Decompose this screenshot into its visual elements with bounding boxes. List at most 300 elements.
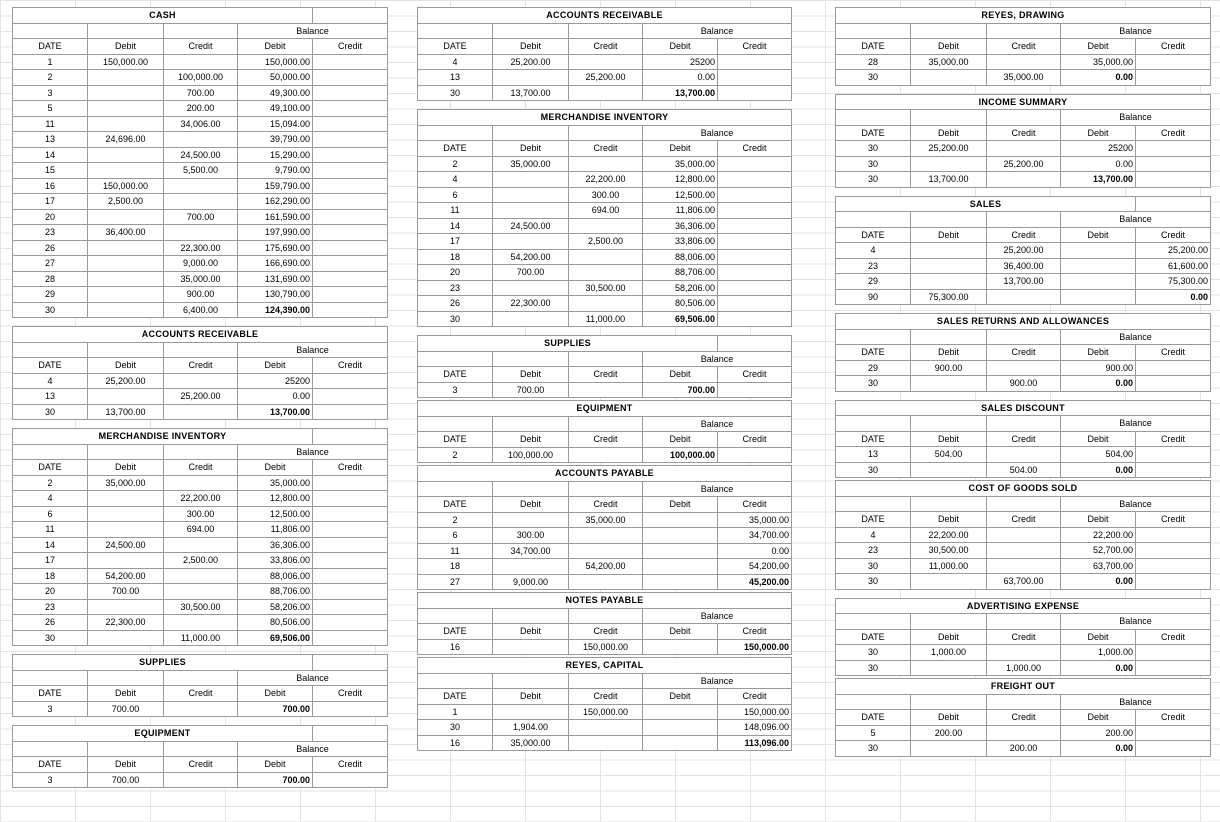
empty-cell[interactable] (718, 336, 792, 352)
balance-debit[interactable]: 12,800.00 (238, 491, 313, 507)
empty-cell[interactable] (313, 429, 388, 445)
entry-credit[interactable]: 700.00 (164, 85, 238, 101)
balance-credit[interactable] (313, 85, 388, 101)
balance-credit[interactable] (1136, 741, 1211, 757)
balance-debit[interactable] (1061, 289, 1136, 305)
entry-credit[interactable] (569, 574, 643, 590)
empty-cell[interactable] (987, 110, 1061, 126)
entry-date[interactable]: 2 (13, 475, 88, 491)
balance-debit[interactable] (643, 512, 718, 528)
entry-credit[interactable] (987, 527, 1061, 543)
balance-debit[interactable]: 131,690.00 (238, 271, 313, 287)
balance-credit[interactable] (313, 240, 388, 256)
entry-debit[interactable] (88, 302, 164, 318)
entry-debit[interactable]: 1,904.00 (493, 720, 569, 736)
entry-date[interactable]: 20 (418, 265, 493, 281)
entry-debit[interactable] (88, 116, 164, 132)
entry-date[interactable]: 30 (418, 720, 493, 736)
entry-credit[interactable] (164, 568, 238, 584)
entry-debit[interactable] (911, 741, 987, 757)
balance-credit[interactable] (718, 280, 792, 296)
empty-cell[interactable] (88, 741, 164, 757)
entry-date[interactable]: 13 (13, 132, 88, 148)
empty-cell[interactable] (13, 741, 88, 757)
balance-credit[interactable] (313, 54, 388, 70)
entry-debit[interactable] (493, 639, 569, 655)
entry-date[interactable]: 4 (13, 491, 88, 507)
empty-cell[interactable] (569, 125, 643, 141)
balance-credit[interactable]: 0.00 (1136, 289, 1211, 305)
empty-cell[interactable] (569, 416, 643, 432)
empty-cell[interactable] (164, 23, 238, 39)
entry-debit[interactable]: 2,500.00 (88, 194, 164, 210)
entry-date[interactable]: 30 (836, 660, 911, 676)
entry-debit[interactable] (911, 660, 987, 676)
empty-cell[interactable] (493, 481, 569, 497)
entry-credit[interactable]: 30,500.00 (164, 599, 238, 615)
balance-credit[interactable] (1136, 543, 1211, 559)
entry-date[interactable]: 2 (13, 70, 88, 86)
balance-credit[interactable] (313, 630, 388, 646)
empty-cell[interactable] (836, 110, 911, 126)
balance-debit[interactable]: 49,100.00 (238, 101, 313, 117)
entry-date[interactable]: 3 (418, 382, 493, 398)
balance-debit[interactable]: 13,700.00 (238, 404, 313, 420)
balance-credit[interactable]: 150,000.00 (718, 639, 792, 655)
empty-cell[interactable] (987, 614, 1061, 630)
entry-date[interactable]: 6 (418, 187, 493, 203)
entry-date[interactable]: 30 (13, 302, 88, 318)
entry-debit[interactable]: 300.00 (493, 528, 569, 544)
entry-date[interactable]: 23 (418, 280, 493, 296)
entry-credit[interactable] (569, 382, 643, 398)
empty-cell[interactable] (88, 670, 164, 686)
empty-cell[interactable] (836, 23, 911, 39)
balance-debit[interactable]: 50,000.00 (238, 70, 313, 86)
balance-credit[interactable] (1136, 156, 1211, 172)
balance-credit[interactable] (313, 475, 388, 491)
empty-cell[interactable] (569, 23, 643, 39)
balance-credit[interactable]: 148,096.00 (718, 720, 792, 736)
entry-date[interactable]: 27 (418, 574, 493, 590)
entry-debit[interactable] (493, 70, 569, 86)
entry-date[interactable]: 30 (836, 574, 911, 590)
entry-debit[interactable] (88, 163, 164, 179)
entry-date[interactable]: 11 (13, 522, 88, 538)
balance-credit[interactable] (718, 172, 792, 188)
entry-date[interactable]: 16 (418, 735, 493, 751)
entry-date[interactable]: 6 (13, 506, 88, 522)
entry-debit[interactable]: 24,696.00 (88, 132, 164, 148)
balance-credit[interactable] (313, 506, 388, 522)
balance-debit[interactable]: 12,500.00 (238, 506, 313, 522)
empty-cell[interactable] (313, 726, 388, 742)
entry-debit[interactable]: 35,000.00 (493, 735, 569, 751)
entry-date[interactable]: 17 (13, 553, 88, 569)
empty-cell[interactable] (418, 416, 493, 432)
entry-date[interactable]: 5 (13, 101, 88, 117)
entry-credit[interactable] (987, 360, 1061, 376)
entry-date[interactable]: 30 (836, 70, 911, 86)
entry-credit[interactable]: 11,000.00 (164, 630, 238, 646)
entry-date[interactable]: 20 (13, 584, 88, 600)
balance-credit[interactable] (718, 382, 792, 398)
balance-debit[interactable]: 33,806.00 (643, 234, 718, 250)
balance-debit[interactable]: 69,506.00 (238, 630, 313, 646)
entry-credit[interactable] (164, 615, 238, 631)
balance-debit[interactable]: 11,806.00 (238, 522, 313, 538)
entry-credit[interactable]: 24,500.00 (164, 147, 238, 163)
entry-credit[interactable] (987, 558, 1061, 574)
entry-debit[interactable]: 11,000.00 (911, 558, 987, 574)
balance-credit[interactable] (1136, 574, 1211, 590)
entry-debit[interactable] (493, 512, 569, 528)
balance-credit[interactable] (718, 249, 792, 265)
balance-debit[interactable]: 80,506.00 (643, 296, 718, 312)
entry-debit[interactable] (911, 156, 987, 172)
entry-date[interactable]: 16 (13, 178, 88, 194)
balance-credit[interactable] (718, 70, 792, 86)
balance-debit[interactable]: 1,000.00 (1061, 645, 1136, 661)
entry-date[interactable]: 17 (418, 234, 493, 250)
entry-debit[interactable] (911, 243, 987, 259)
empty-cell[interactable] (569, 608, 643, 624)
entry-credit[interactable]: 9,000.00 (164, 256, 238, 272)
balance-debit[interactable]: 35,000.00 (643, 156, 718, 172)
entry-debit[interactable] (88, 147, 164, 163)
entry-date[interactable]: 3 (13, 85, 88, 101)
entry-credit[interactable]: 694.00 (569, 203, 643, 219)
entry-credit[interactable] (164, 132, 238, 148)
empty-cell[interactable] (836, 416, 911, 432)
entry-debit[interactable]: 150,000.00 (88, 54, 164, 70)
entry-credit[interactable] (164, 225, 238, 241)
empty-cell[interactable] (836, 496, 911, 512)
balance-credit[interactable] (313, 287, 388, 303)
balance-debit[interactable]: 88,706.00 (643, 265, 718, 281)
empty-cell[interactable] (569, 481, 643, 497)
entry-credit[interactable]: 25,200.00 (987, 243, 1061, 259)
entry-credit[interactable] (569, 447, 643, 463)
empty-cell[interactable] (987, 23, 1061, 39)
balance-debit[interactable] (643, 735, 718, 751)
entry-debit[interactable]: 13,700.00 (88, 404, 164, 420)
empty-cell[interactable] (164, 444, 238, 460)
entry-date[interactable]: 4 (418, 54, 493, 70)
entry-date[interactable]: 2 (418, 447, 493, 463)
balance-debit[interactable] (643, 574, 718, 590)
entry-date[interactable]: 23 (836, 543, 911, 559)
entry-date[interactable]: 30 (418, 85, 493, 101)
balance-credit[interactable]: 45,200.00 (718, 574, 792, 590)
balance-credit[interactable]: 35,000.00 (718, 512, 792, 528)
balance-credit[interactable] (313, 101, 388, 117)
entry-credit[interactable] (987, 54, 1061, 70)
entry-credit[interactable]: 2,500.00 (164, 553, 238, 569)
balance-debit[interactable]: 700.00 (643, 382, 718, 398)
balance-debit[interactable] (1061, 258, 1136, 274)
entry-debit[interactable] (911, 462, 987, 478)
entry-debit[interactable] (88, 491, 164, 507)
entry-debit[interactable]: 34,700.00 (493, 543, 569, 559)
balance-debit[interactable]: 58,206.00 (238, 599, 313, 615)
empty-cell[interactable] (911, 329, 987, 345)
entry-credit[interactable] (164, 373, 238, 389)
balance-debit[interactable]: 0.00 (1061, 70, 1136, 86)
entry-debit[interactable]: 13,700.00 (911, 172, 987, 188)
balance-credit[interactable] (313, 491, 388, 507)
empty-cell[interactable] (836, 212, 911, 228)
entry-credit[interactable]: 22,300.00 (164, 240, 238, 256)
entry-date[interactable]: 30 (836, 741, 911, 757)
balance-credit[interactable] (1136, 725, 1211, 741)
entry-debit[interactable]: 24,500.00 (493, 218, 569, 234)
entry-credit[interactable]: 25,200.00 (164, 389, 238, 405)
entry-date[interactable]: 29 (13, 287, 88, 303)
entry-debit[interactable] (493, 559, 569, 575)
entry-debit[interactable]: 100,000.00 (493, 447, 569, 463)
entry-credit[interactable] (164, 404, 238, 420)
balance-debit[interactable]: 15,290.00 (238, 147, 313, 163)
balance-credit[interactable] (313, 225, 388, 241)
entry-date[interactable]: 30 (836, 645, 911, 661)
balance-debit[interactable]: 35,000.00 (1061, 54, 1136, 70)
entry-date[interactable]: 2 (418, 512, 493, 528)
entry-date[interactable]: 11 (418, 543, 493, 559)
entry-debit[interactable]: 22,200.00 (911, 527, 987, 543)
balance-debit[interactable]: 900.00 (1061, 360, 1136, 376)
empty-cell[interactable] (911, 212, 987, 228)
empty-cell[interactable] (987, 212, 1061, 228)
balance-debit[interactable]: 58,206.00 (643, 280, 718, 296)
balance-debit[interactable]: 197,990.00 (238, 225, 313, 241)
balance-credit[interactable] (313, 178, 388, 194)
entry-credit[interactable]: 200.00 (164, 101, 238, 117)
balance-credit[interactable]: 113,096.00 (718, 735, 792, 751)
balance-credit[interactable] (313, 302, 388, 318)
entry-debit[interactable]: 700.00 (493, 382, 569, 398)
balance-debit[interactable]: 0.00 (1061, 156, 1136, 172)
empty-cell[interactable] (493, 608, 569, 624)
entry-date[interactable]: 29 (836, 274, 911, 290)
entry-debit[interactable]: 150,000.00 (88, 178, 164, 194)
balance-credit[interactable] (313, 568, 388, 584)
entry-credit[interactable] (569, 528, 643, 544)
entry-date[interactable]: 17 (13, 194, 88, 210)
balance-credit[interactable]: 75,300.00 (1136, 274, 1211, 290)
balance-debit[interactable]: 33,806.00 (238, 553, 313, 569)
balance-credit[interactable] (313, 271, 388, 287)
entry-date[interactable]: 30 (836, 172, 911, 188)
entry-date[interactable]: 27 (13, 256, 88, 272)
empty-cell[interactable] (493, 351, 569, 367)
entry-debit[interactable] (911, 574, 987, 590)
balance-debit[interactable]: 161,590.00 (238, 209, 313, 225)
entry-date[interactable]: 15 (13, 163, 88, 179)
entry-credit[interactable]: 300.00 (569, 187, 643, 203)
entry-debit[interactable]: 35,000.00 (493, 156, 569, 172)
entry-debit[interactable] (911, 274, 987, 290)
empty-cell[interactable] (987, 416, 1061, 432)
entry-date[interactable]: 1 (13, 54, 88, 70)
entry-credit[interactable]: 900.00 (164, 287, 238, 303)
entry-debit[interactable]: 9,000.00 (493, 574, 569, 590)
balance-credit[interactable] (313, 163, 388, 179)
empty-cell[interactable] (418, 673, 493, 689)
balance-debit[interactable] (643, 528, 718, 544)
entry-debit[interactable]: 700.00 (88, 584, 164, 600)
empty-cell[interactable] (418, 351, 493, 367)
entry-credit[interactable]: 11,000.00 (569, 311, 643, 327)
empty-cell[interactable] (836, 694, 911, 710)
entry-date[interactable]: 3 (13, 701, 88, 717)
entry-debit[interactable]: 504.00 (911, 447, 987, 463)
empty-cell[interactable] (493, 23, 569, 39)
entry-credit[interactable]: 700.00 (164, 209, 238, 225)
balance-credit[interactable] (718, 311, 792, 327)
entry-debit[interactable]: 30,500.00 (911, 543, 987, 559)
balance-credit[interactable] (313, 147, 388, 163)
entry-debit[interactable] (493, 311, 569, 327)
entry-credit[interactable] (164, 475, 238, 491)
entry-credit[interactable]: 35,000.00 (164, 271, 238, 287)
entry-date[interactable]: 30 (836, 156, 911, 172)
entry-debit[interactable]: 700.00 (88, 772, 164, 788)
entry-date[interactable]: 28 (13, 271, 88, 287)
balance-credit[interactable]: 54,200.00 (718, 559, 792, 575)
balance-credit[interactable] (1136, 70, 1211, 86)
entry-credit[interactable] (987, 645, 1061, 661)
balance-credit[interactable] (718, 85, 792, 101)
balance-credit[interactable] (1136, 360, 1211, 376)
balance-debit[interactable]: 25200 (643, 54, 718, 70)
balance-credit[interactable] (718, 265, 792, 281)
balance-credit[interactable] (313, 194, 388, 210)
entry-date[interactable]: 18 (13, 568, 88, 584)
empty-cell[interactable] (911, 496, 987, 512)
balance-credit[interactable] (313, 772, 388, 788)
entry-date[interactable]: 90 (836, 289, 911, 305)
balance-credit[interactable] (313, 132, 388, 148)
empty-cell[interactable] (88, 342, 164, 358)
entry-credit[interactable]: 36,400.00 (987, 258, 1061, 274)
balance-debit[interactable]: 13,700.00 (643, 85, 718, 101)
balance-credit[interactable] (1136, 462, 1211, 478)
entry-credit[interactable]: 13,700.00 (987, 274, 1061, 290)
entry-credit[interactable] (569, 543, 643, 559)
balance-debit[interactable]: 166,690.00 (238, 256, 313, 272)
balance-debit[interactable]: 22,200.00 (1061, 527, 1136, 543)
balance-credit[interactable] (1136, 558, 1211, 574)
entry-credit[interactable]: 6,400.00 (164, 302, 238, 318)
balance-debit[interactable]: 39,790.00 (238, 132, 313, 148)
entry-credit[interactable] (987, 289, 1061, 305)
balance-debit[interactable]: 12,500.00 (643, 187, 718, 203)
entry-debit[interactable]: 54,200.00 (493, 249, 569, 265)
empty-cell[interactable] (987, 329, 1061, 345)
empty-cell[interactable] (987, 496, 1061, 512)
entry-credit[interactable] (987, 543, 1061, 559)
entry-credit[interactable]: 63,700.00 (987, 574, 1061, 590)
empty-cell[interactable] (493, 125, 569, 141)
entry-credit[interactable] (569, 720, 643, 736)
entry-date[interactable]: 4 (418, 172, 493, 188)
balance-credit[interactable]: 0.00 (718, 543, 792, 559)
entry-credit[interactable]: 34,006.00 (164, 116, 238, 132)
entry-credit[interactable] (987, 447, 1061, 463)
entry-debit[interactable] (88, 70, 164, 86)
empty-cell[interactable] (418, 23, 493, 39)
balance-credit[interactable] (1136, 660, 1211, 676)
entry-credit[interactable] (987, 172, 1061, 188)
entry-debit[interactable]: 35,000.00 (911, 54, 987, 70)
entry-credit[interactable] (164, 584, 238, 600)
entry-date[interactable]: 28 (836, 54, 911, 70)
balance-credit[interactable] (718, 296, 792, 312)
entry-date[interactable]: 14 (13, 537, 88, 553)
balance-credit[interactable] (1136, 645, 1211, 661)
balance-debit[interactable] (643, 559, 718, 575)
empty-cell[interactable] (987, 694, 1061, 710)
balance-debit[interactable]: 52,700.00 (1061, 543, 1136, 559)
empty-cell[interactable] (164, 670, 238, 686)
balance-debit[interactable]: 63,700.00 (1061, 558, 1136, 574)
entry-date[interactable]: 30 (836, 462, 911, 478)
entry-debit[interactable]: 900.00 (911, 360, 987, 376)
entry-debit[interactable] (493, 203, 569, 219)
entry-credit[interactable] (569, 218, 643, 234)
entry-date[interactable]: 26 (418, 296, 493, 312)
entry-credit[interactable] (164, 537, 238, 553)
balance-debit[interactable]: 130,790.00 (238, 287, 313, 303)
entry-debit[interactable] (88, 209, 164, 225)
entry-date[interactable]: 23 (13, 225, 88, 241)
empty-cell[interactable] (493, 673, 569, 689)
entry-credit[interactable] (569, 735, 643, 751)
entry-date[interactable]: 23 (836, 258, 911, 274)
entry-debit[interactable] (88, 630, 164, 646)
entry-debit[interactable] (88, 287, 164, 303)
balance-credit[interactable]: 34,700.00 (718, 528, 792, 544)
balance-credit[interactable] (1136, 447, 1211, 463)
entry-credit[interactable]: 200.00 (987, 741, 1061, 757)
entry-date[interactable]: 13 (13, 389, 88, 405)
balance-debit[interactable]: 124,390.00 (238, 302, 313, 318)
entry-date[interactable]: 23 (13, 599, 88, 615)
entry-debit[interactable]: 25,200.00 (88, 373, 164, 389)
entry-date[interactable]: 18 (418, 559, 493, 575)
entry-credit[interactable]: 35,000.00 (987, 70, 1061, 86)
empty-cell[interactable] (13, 670, 88, 686)
entry-debit[interactable]: 35,000.00 (88, 475, 164, 491)
entry-date[interactable]: 13 (836, 447, 911, 463)
empty-cell[interactable] (493, 416, 569, 432)
entry-credit[interactable]: 25,200.00 (987, 156, 1061, 172)
balance-debit[interactable]: 150,000.00 (238, 54, 313, 70)
entry-debit[interactable]: 200.00 (911, 725, 987, 741)
entry-credit[interactable]: 1,000.00 (987, 660, 1061, 676)
entry-credit[interactable]: 30,500.00 (569, 280, 643, 296)
entry-debit[interactable] (88, 389, 164, 405)
entry-credit[interactable]: 22,200.00 (569, 172, 643, 188)
entry-debit[interactable] (911, 70, 987, 86)
entry-date[interactable]: 30 (836, 558, 911, 574)
balance-debit[interactable] (643, 720, 718, 736)
balance-credit[interactable] (718, 218, 792, 234)
empty-cell[interactable] (13, 444, 88, 460)
entry-credit[interactable] (164, 701, 238, 717)
balance-credit[interactable] (718, 203, 792, 219)
